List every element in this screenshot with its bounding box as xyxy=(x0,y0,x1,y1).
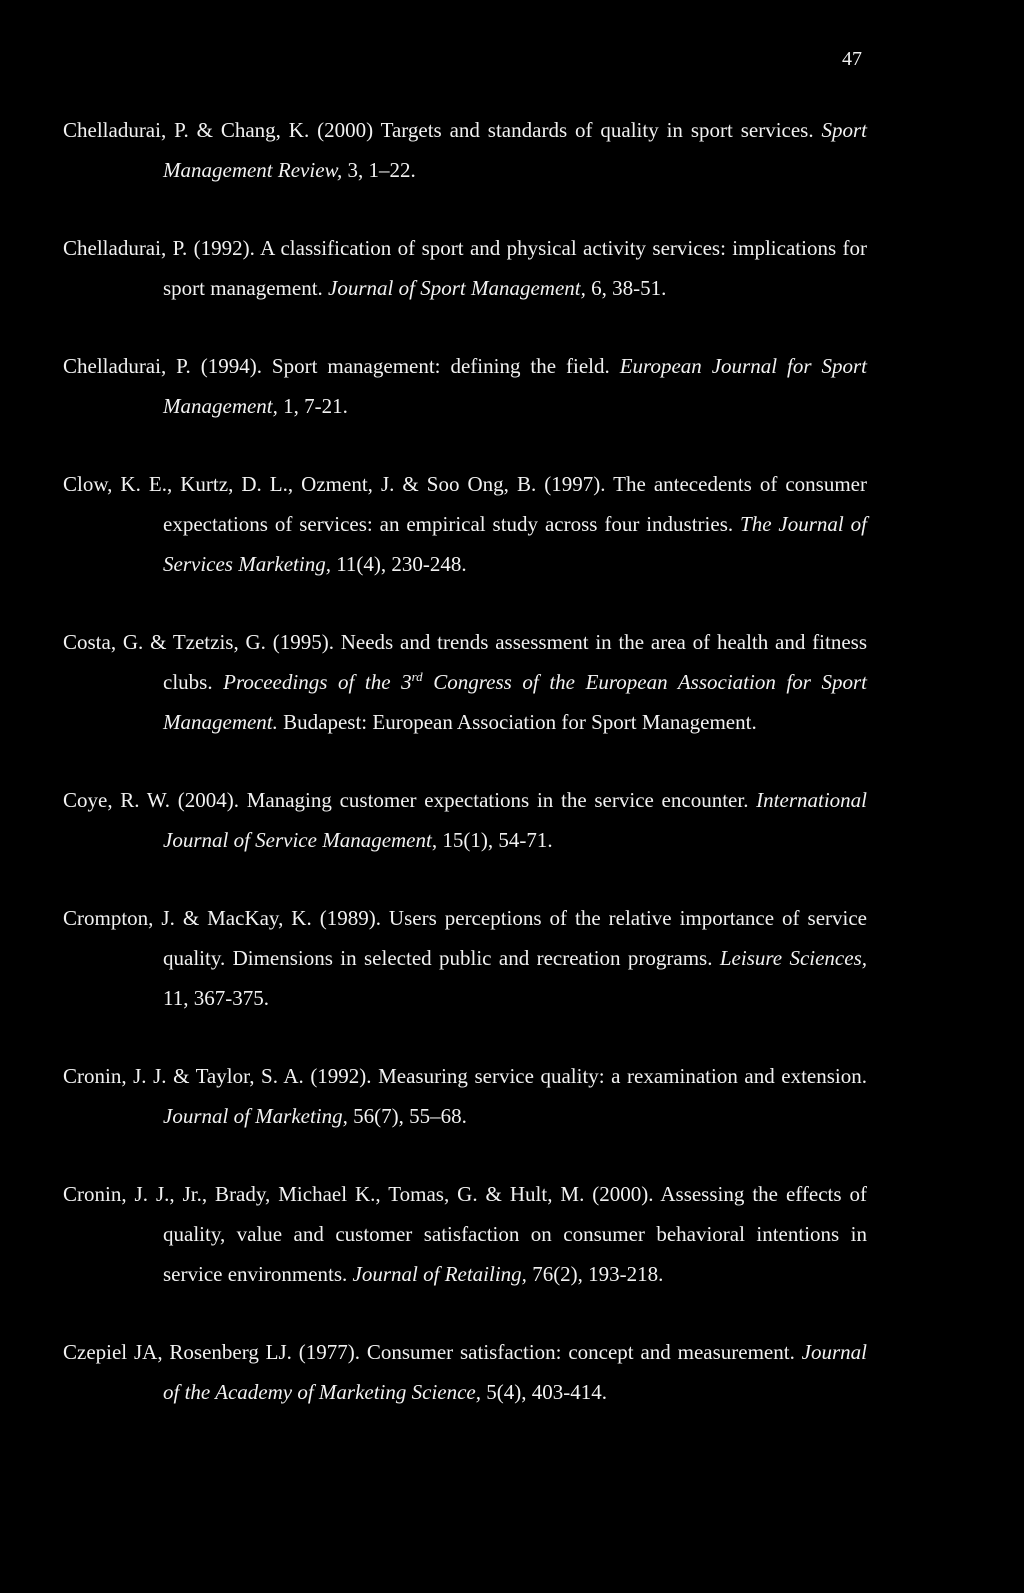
reference-authors: Crompton, J. & MacKay, K. (1989). Users perceptions of the relative importance of service quality. Dimensions in selected public and recreation programs. xyxy=(63,906,867,970)
reference-authors: Cronin, J. J., Jr., Brady, Michael K., Tomas, G. & Hult, M. (2000). Assessing the effects of quality, value and customer satisfaction on consumer behavioral intentions in service environments. xyxy=(63,1182,867,1286)
reference-details: 1, 7-21. xyxy=(283,394,348,418)
reference-authors: Chelladurai, P. (1994). Sport management: defining the field. xyxy=(63,354,610,378)
reference-source: Journal of Marketing, xyxy=(163,1104,348,1128)
reference-authors: Czepiel JA, Rosenberg LJ. (1977). Consumer satisfaction: concept and measurement. xyxy=(63,1340,795,1364)
reference-list xyxy=(63,110,867,1450)
reference-details: 11(4), 230-248. xyxy=(336,552,467,576)
reference-details: 6, 38-51. xyxy=(591,276,667,300)
reference-source-prefix: Proceedings of the 3 xyxy=(223,670,412,694)
reference-authors: Cronin, J. J. & Taylor, S. A. (1992). Measuring service quality: a rexamination and extension. xyxy=(63,1064,867,1088)
reference-source: The Journal of Services Marketing, xyxy=(163,512,867,576)
reference-details: 11, 367-375. xyxy=(163,986,269,1010)
reference-entry xyxy=(63,898,867,1018)
reference-entry xyxy=(63,1174,867,1294)
reference-entry xyxy=(63,1332,867,1412)
reference-authors: Clow, K. E., Kurtz, D. L., Ozment, J. & Soo Ong, B. (1997). The antecedents of consumer expectations of services: an empirical study across four industries. xyxy=(63,472,867,536)
reference-details: , 15(1), 54-71. xyxy=(431,828,553,852)
reference-details: Budapest: European Association for Sport Management. xyxy=(283,710,757,734)
reference-entry xyxy=(63,780,867,860)
page-number: 47 xyxy=(842,48,862,70)
reference-authors: Chelladurai, P. (1992). A classification of sport and physical activity services: implications for sport management. xyxy=(63,236,867,300)
reference-source: International Journal of Service Management xyxy=(163,788,867,852)
reference-entry xyxy=(63,464,867,584)
reference-source-superscript xyxy=(412,669,423,684)
reference-details: 76(2), 193-218. xyxy=(532,1262,664,1286)
reference-details: 5(4), 403-414. xyxy=(486,1380,607,1404)
reference-details: 3, 1–22. xyxy=(347,158,416,182)
reference-authors: Coye, R. W. (2004). Managing customer expectations in the service encounter. xyxy=(63,788,749,812)
reference-source-suffix: Congress of the European Association for Sport Management. xyxy=(163,670,868,734)
reference-source: Journal of the Academy of Marketing Science, xyxy=(163,1340,867,1404)
reference-source: Journal of Retailing, xyxy=(352,1262,527,1286)
reference-source: European Journal for Sport Management, xyxy=(163,354,867,418)
reference-source: Leisure Sciences, xyxy=(719,946,867,970)
reference-entry xyxy=(63,622,867,742)
reference-source: Journal of Sport Management, xyxy=(328,276,586,300)
reference-entry xyxy=(63,228,867,308)
reference-source: Sport Management Review, xyxy=(163,118,868,182)
reference-authors: Costa, G. & Tzetzis, G. (1995). Needs and trends assessment in the area of health and fitness clubs. xyxy=(63,630,867,694)
reference-entry xyxy=(63,110,867,190)
reference-authors: Chelladurai, P. & Chang, K. (2000) Targets and standards of quality in sport services. xyxy=(63,118,814,142)
reference-entry xyxy=(63,346,867,426)
reference-entry xyxy=(63,1056,867,1136)
superscript-text: rd xyxy=(411,669,423,684)
reference-details: 56(7), 55–68. xyxy=(353,1104,467,1128)
